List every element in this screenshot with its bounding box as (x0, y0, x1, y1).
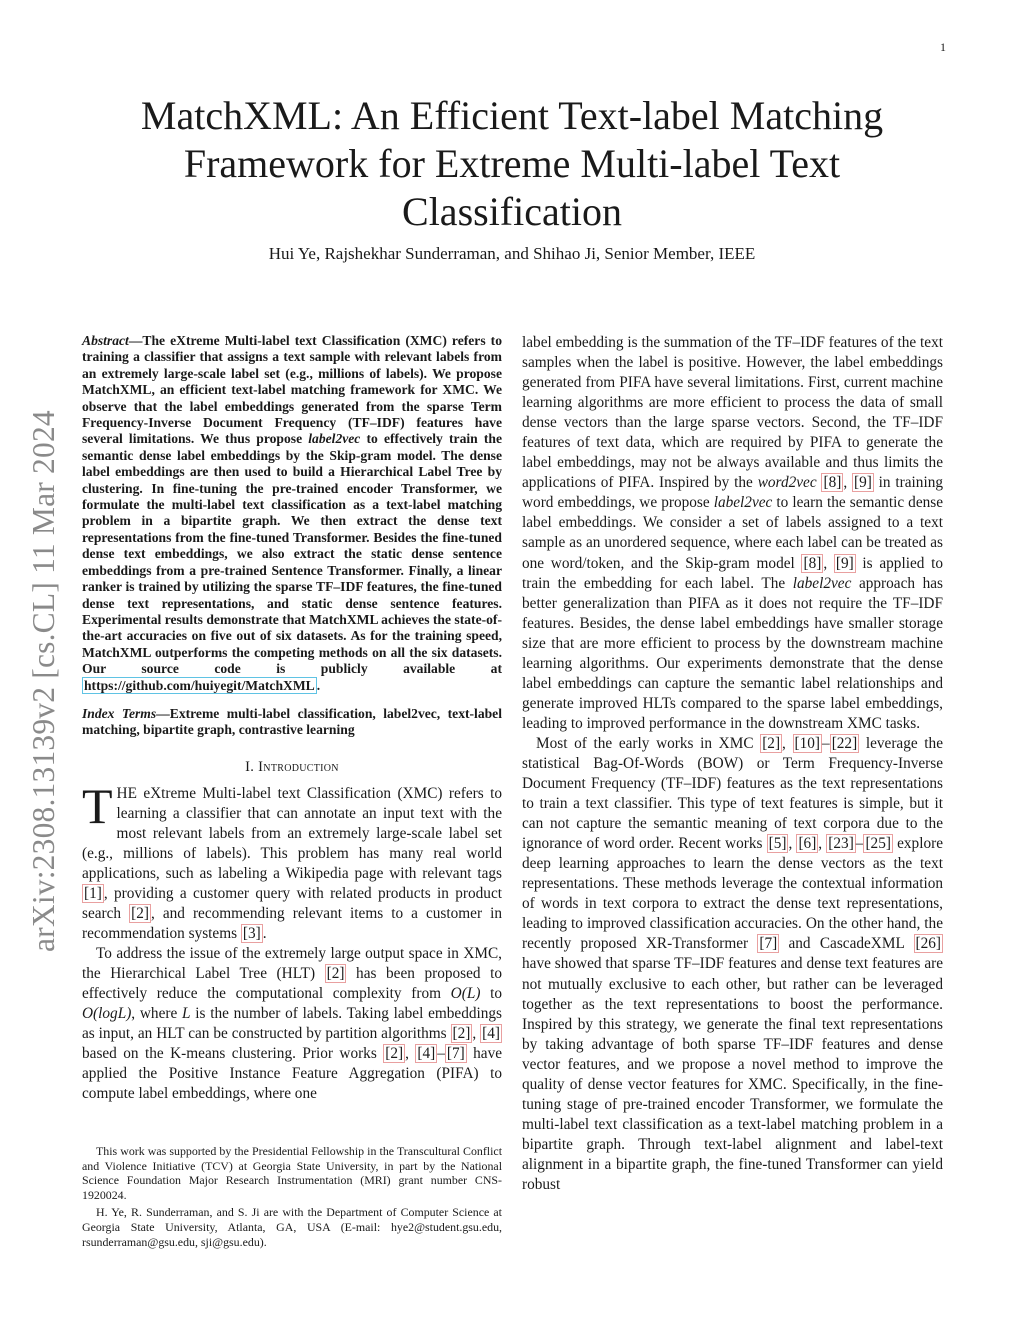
drop-cap: T (82, 777, 113, 834)
citation-link[interactable]: [2] (762, 734, 781, 752)
paragraph-text: and CascadeXML (779, 935, 914, 953)
paragraph-text: based on the K-means clustering. Prior works (82, 1045, 384, 1063)
intro-paragraph-1 (82, 777, 502, 944)
paragraph-text: to learn the semantic dense label embeddings. We consider a set of labels assigned to a text sample as an unordered sequence, where each label can be treated as one word/token, and the Skip-gram model (522, 494, 944, 572)
paragraph-text: . (262, 925, 267, 943)
right-column (522, 333, 943, 1195)
citation-link[interactable]: [25] (865, 835, 891, 853)
paragraph-text: , (782, 734, 793, 752)
math-expression: L (182, 1005, 191, 1023)
citation-link[interactable]: [4] (482, 1025, 500, 1043)
citation-link[interactable]: [8] (823, 474, 842, 492)
term-word2vec: word2vec (757, 474, 817, 492)
index-terms-lead: Index Terms (82, 705, 157, 721)
paragraph-text: is applied to train the embedding for each label. The (522, 554, 943, 592)
index-terms (82, 706, 502, 739)
arxiv-watermark (16, 352, 72, 952)
paragraph-text: has been proposed to effectively reduce the computational complexity from (82, 965, 502, 1003)
paragraph-text: , providing a customer query with related products in product search (82, 884, 502, 923)
math-expression: O(logL) (82, 1005, 132, 1023)
paragraph-text: approach has better generalization than PIFA as it does not require the TF–IDF features. Besides, the dense label embeddings have smaller storage size that are more efficient to process by the downstream machine learning algorithms. Our experiments demonstrate that the dense label embeddings can capture the semantic label relationships and generate improved HLTs compared to the sparse label embeddings, leading to improved performance in the downstream XMC tasks. (522, 574, 943, 732)
math-expression: O(L) (450, 985, 481, 1003)
citation-link[interactable]: [9] (835, 554, 854, 572)
abstract-lead: Abstract (82, 333, 129, 348)
paragraph-text: – (437, 1045, 445, 1063)
abstract-text: . (316, 677, 321, 693)
paragraph-text: to (480, 985, 502, 1003)
paragraph-text: , where (131, 1005, 182, 1023)
citation-link[interactable]: [2] (385, 1045, 404, 1063)
citation-link[interactable]: [8] (803, 554, 822, 572)
right-paragraph-1 (522, 333, 943, 734)
term-label2vec: label2vec (792, 574, 852, 592)
left-column (82, 333, 502, 1105)
citation-link[interactable]: [10] (794, 734, 821, 752)
paragraph-text: – (822, 734, 830, 752)
arxiv-id: arXiv:2308.13139v2 [cs.CL] 11 Mar 2024 (26, 410, 61, 952)
paragraph-text: , (818, 835, 827, 853)
page-number: 1 (940, 40, 946, 54)
section-heading (82, 759, 502, 776)
paragraph-text: in training word embeddings, we propose (522, 474, 943, 512)
intro-paragraph-2 (82, 944, 502, 1104)
paragraph-text: , and recommending relevant items to a customer in recommendation systems (82, 905, 502, 943)
paragraph-text: , (788, 835, 797, 853)
source-code-link[interactable]: https://github.com/huiyegit/MatchXML (84, 677, 315, 693)
section-title: Introduction (258, 758, 339, 775)
paragraph-text: , (405, 1045, 416, 1063)
citation-link[interactable]: [7] (759, 935, 778, 953)
paragraph-text: HE eXtreme Multi-label text Classification (XMC) refers to learning a classifier that can annotate an input text with the most relevant labels from an extremely large-scale label set (e.g., millions of labels). This problem has many real world applications, such as labeling a Wikipedia page with relevant tags (82, 784, 502, 882)
paragraph-text: label embedding is the summation of the TF–IDF features of the text samples when the label is positive. However, the label embeddings generated from PIFA have several limitations. First, current machine learning algorithms are more efficient to process the data of small dense vectors than the large sparse vectors. Second, the TF–IDF features of text data, which are required by PIFA to generate the label embeddings, may not be always available and thus limits the applications of PIFA. Inspired by the (522, 334, 943, 492)
citation-link[interactable]: [5] (768, 835, 787, 853)
citation-link[interactable]: [4] (417, 1045, 436, 1063)
citation-link[interactable]: [26] (915, 935, 941, 953)
citation-link[interactable]: [7] (446, 1045, 465, 1063)
paper-authors: Hui Ye, Rajshekhar Sunderraman, and Shihao Ji, Senior Member, IEEE (268, 244, 756, 263)
paragraph-text: leverage the statistical Bag-Of-Words (BOW) or Term Frequency-Inverse Document Frequency (TF–IDF) features as the text representations to train a text classifier. This type of text features is simple, but it can not capture the semantic meaning of text corpora due to the ignorance of word order. Recent works (522, 734, 943, 853)
citation-link[interactable]: [9] (853, 474, 872, 492)
citation-link[interactable]: [3] (242, 925, 261, 943)
footnotes (82, 1144, 502, 1252)
citation-link[interactable]: [6] (798, 835, 817, 853)
footnote-affiliation: H. Ye, R. Sunderraman, and S. Ji are with the Department of Computer Science at Georgia State University, Atlanta, GA, USA (E-mail: hye2@student.gsu.edu, rsunderraman@gsu.edu, sji@gsu.edu). (82, 1205, 502, 1249)
citation-link[interactable]: [2] (452, 1025, 471, 1043)
paragraph-text: , (472, 1025, 481, 1043)
section-number: I. (245, 758, 255, 775)
paragraph-text: , (823, 554, 834, 572)
citation-link[interactable]: [2] (326, 965, 345, 983)
paragraph-text: To address the issue of the extremely large output space in XMC, the Hierarchical Label Tree (HLT) (82, 945, 502, 983)
right-paragraph-2 (522, 734, 943, 1195)
paragraph-text: Most of the early works in XMC (536, 734, 761, 752)
citation-link[interactable]: [23] (828, 835, 854, 853)
abstract-text: —The eXtreme Multi-label text Classification (XMC) refers to training a classifier that assigns a text sample with relevant labels from an extremely large-scale label set (e.g., millions of labels). We propose MatchXML, an efficient text-label matching framework for XMC. We observe that the label embeddings generated from the sparse Term Frequency-Inverse Document Frequency (TF–IDF) features have several limitations. We thus propose (82, 333, 502, 447)
citation-link[interactable]: [2] (131, 905, 149, 923)
paragraph-text: is the number of labels. Taking label embeddings as input, an HLT can be constructed by partition algorithms (82, 1005, 503, 1043)
abstract-term: label2vec (308, 431, 361, 447)
paragraph-text: , (843, 474, 852, 492)
paper-title: MatchXML: An Efficient Text-label Matching Framework for Extreme Multi-label Text Classification (140, 93, 884, 234)
abstract (82, 333, 502, 694)
index-terms-text: —Extreme multi-label classification, label2vec, text-label matching, bipartite graph, contrastive learning (82, 705, 502, 738)
citation-link[interactable]: [22] (831, 734, 858, 752)
paragraph-text: have showed that sparse TF–IDF features and dense text features are not mutually exclusive to each other, but rather can be leveraged together as the text representations to boost the performance. Inspired by this strategy, we generate the final text representations by taking advantage of both sparse TF–IDF features and dense vector features, and we propose a novel method to improve the quality of dense vector features for XMC. Specifically, in the fine-tuning stage of pre-trained encoder Transformer, we formulate the multi-label text classification as a text-label matching problem in a bipartite graph. Through text-label alignment and label-text alignment in a bipartite graph, the fine-tuned Transformer can yield robust (522, 955, 943, 1193)
footnote-funding: This work was supported by the Presidential Fellowship in the Transcultural Conflict and Violence Initiative (TCV) at Georgia State University, in part by the National Science Foundation Major Research Instrumentation (MRI) grant number CNS-1920024. (82, 1144, 502, 1202)
paragraph-text: explore deep learning approaches to learn the dense vectors as the text representations. These methods leverage the contextual information of words in text corpora to extract the dense text representations, leading to improved classification accuracies. On the other hand, the recently proposed XR-Transformer (522, 835, 943, 953)
term-label2vec: label2vec (713, 494, 773, 512)
paragraph-text: – (855, 835, 864, 853)
citation-link[interactable]: [1] (84, 884, 102, 902)
paragraph-text: have applied the Positive Instance Feature Aggregation (PIFA) to compute label embeddings, where one (82, 1045, 503, 1103)
abstract-text: to effectively train the semantic dense label embeddings by the Skip-gram model. The dense label embeddings are then used to build a Hierarchical Label Tree by clustering. In fine-tuning the pre-trained encoder Transformer, we formulate the multi-label text classification as a text-label matching problem in a bipartite graph. We then extract the dense text representations from the fine-tuned Transformer. Besides the fine-tuned dense text embeddings, we also extract the static dense sentence embeddings from a pre-trained Sentence Transformer. Finally, a linear ranker is trained by utilizing the sparse TF–IDF features, the fine-tuned dense text representations, and static dense sentence features. Experimental results demonstrate that MatchXML achieves the state-of-the-art accuracies on five out of six datasets. As for the training speed, MatchXML outperforms the competing methods on all the six datasets. Our source code is publicly available at (82, 431, 502, 677)
